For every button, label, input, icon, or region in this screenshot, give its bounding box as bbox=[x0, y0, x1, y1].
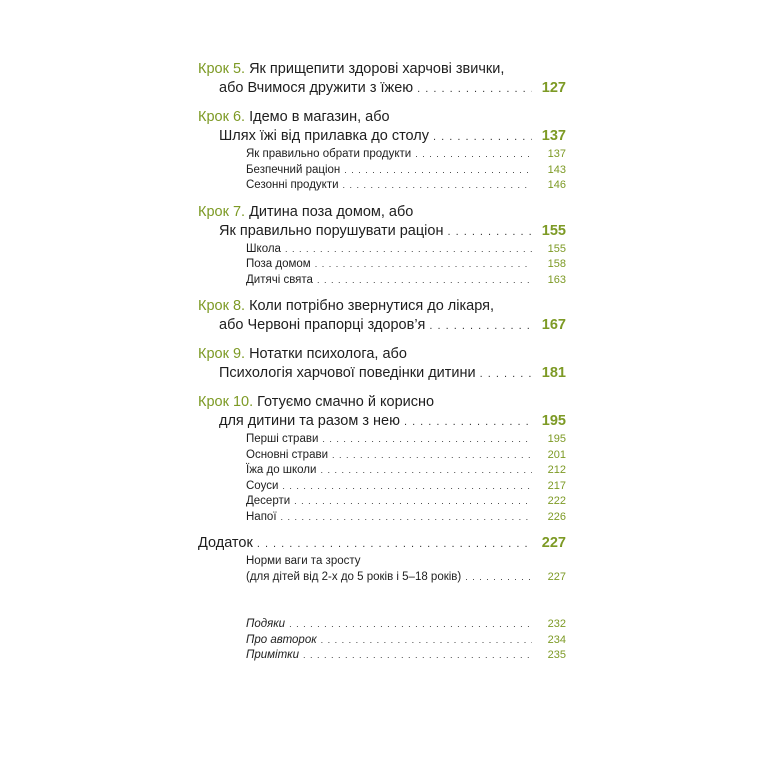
chapter-subtitle-line bbox=[198, 127, 566, 147]
dot-leader bbox=[289, 617, 532, 633]
page-number: 217 bbox=[547, 479, 566, 492]
chapter-subtitle: Як правильно порушувати раціон bbox=[219, 222, 444, 239]
step-label: Крок 5. bbox=[198, 61, 246, 77]
page-number: 201 bbox=[547, 448, 566, 461]
dot-leader bbox=[282, 479, 532, 495]
dot-leader bbox=[415, 147, 532, 163]
subentry-label: Поза домом bbox=[246, 258, 311, 270]
appendix-title-line bbox=[198, 534, 566, 554]
toc-chapter-step-9[interactable] bbox=[198, 345, 566, 384]
appendix-subentry-line-2[interactable] bbox=[198, 570, 566, 586]
chapter-title-line bbox=[198, 60, 566, 79]
page-number: 222 bbox=[547, 495, 566, 507]
chapter-subtitle: Психологія харчової поведінки дитини bbox=[219, 365, 476, 381]
step-label: Крок 6. bbox=[198, 109, 246, 125]
toc-subentry[interactable] bbox=[198, 432, 566, 448]
subentry-label: Перші страви bbox=[246, 433, 319, 445]
toc-back-matter-entry[interactable] bbox=[198, 633, 566, 649]
chapter-subtitle: або Вчимося дружити з їжею bbox=[219, 80, 414, 96]
toc-chapter-step-8[interactable] bbox=[198, 297, 566, 336]
subentry-label: Як правильно обрати продукти bbox=[246, 148, 412, 160]
dot-leader bbox=[257, 535, 532, 554]
toc-subentry[interactable] bbox=[198, 510, 566, 526]
toc-chapter-step-10[interactable] bbox=[198, 393, 566, 525]
dot-leader bbox=[433, 128, 532, 147]
page-number: 127 bbox=[541, 80, 566, 96]
back-matter-label: Примітки bbox=[246, 649, 299, 661]
step-label: Крок 10. bbox=[198, 394, 254, 410]
page-number: 155 bbox=[547, 242, 566, 255]
page-number: 195 bbox=[547, 433, 566, 445]
back-matter-label: Подяки bbox=[246, 618, 286, 630]
dot-leader bbox=[322, 432, 532, 448]
dot-leader bbox=[281, 510, 532, 526]
chapter-subtitle-line bbox=[198, 222, 566, 242]
dot-leader bbox=[294, 494, 532, 510]
back-matter-label: Про авторок bbox=[246, 633, 317, 646]
chapter-subtitle-line bbox=[198, 316, 566, 336]
step-label: Крок 9. bbox=[198, 346, 246, 362]
dot-leader bbox=[404, 413, 532, 432]
dot-leader bbox=[303, 648, 532, 664]
dot-leader bbox=[321, 633, 532, 649]
dot-leader bbox=[480, 365, 532, 384]
toc-back-matter-entry[interactable] bbox=[198, 648, 566, 664]
toc-chapter-step-6[interactable] bbox=[198, 108, 566, 194]
chapter-title-line bbox=[198, 345, 566, 364]
subentry-label: Соуси bbox=[246, 479, 279, 492]
chapter-subtitle: Шлях їжі від прилавка до столу bbox=[219, 128, 430, 144]
toc-chapter-step-5[interactable] bbox=[198, 60, 566, 99]
dot-leader bbox=[447, 223, 532, 242]
chapter-subtitle: для дитини та разом з нею bbox=[219, 413, 400, 429]
toc-subentry[interactable] bbox=[198, 178, 566, 194]
chapter-title: Готуємо смачно й корисно bbox=[257, 394, 435, 410]
page-number: 181 bbox=[541, 365, 566, 381]
chapter-subtitle-line bbox=[198, 412, 566, 432]
page-number: 167 bbox=[541, 317, 566, 333]
dot-leader bbox=[285, 242, 532, 258]
dot-leader bbox=[429, 317, 532, 336]
dot-leader bbox=[344, 163, 532, 179]
chapter-title: Коли потрібно звернутися до лікаря, bbox=[249, 298, 494, 314]
appendix-title: Додаток bbox=[198, 535, 253, 551]
subentry-label: Десерти bbox=[246, 495, 291, 507]
chapter-title-line bbox=[198, 393, 566, 412]
subentry-label: Їжа до школи bbox=[246, 464, 317, 476]
subentry-label: Дитячі свята bbox=[246, 273, 313, 286]
toc-back-matter bbox=[198, 617, 566, 664]
page-number: 143 bbox=[547, 163, 566, 176]
subentry-label: Основні страви bbox=[246, 448, 328, 461]
subentry-label: Норми ваги та зросту bbox=[246, 555, 361, 567]
chapter-title: Нотатки психолога, або bbox=[249, 346, 407, 362]
dot-leader bbox=[320, 463, 532, 479]
toc-subentry[interactable] bbox=[198, 257, 566, 273]
chapter-title: Дитина поза домом, або bbox=[249, 203, 414, 220]
chapter-subtitle-line bbox=[198, 364, 566, 384]
toc-subentry[interactable] bbox=[198, 448, 566, 464]
step-label: Крок 8. bbox=[198, 298, 246, 314]
page-number: 163 bbox=[547, 273, 566, 286]
toc-chapter-step-7[interactable] bbox=[198, 203, 566, 289]
dot-leader bbox=[465, 570, 532, 586]
subentry-label: Напої bbox=[246, 510, 277, 523]
chapter-title-line bbox=[198, 203, 566, 222]
toc-subentry[interactable] bbox=[198, 147, 566, 163]
toc-subentry[interactable] bbox=[198, 463, 566, 479]
toc-back-matter-entry[interactable] bbox=[198, 617, 566, 633]
chapter-subtitle: або Червоні прапорці здоров’я bbox=[219, 317, 426, 333]
page-number: 212 bbox=[547, 464, 566, 476]
page-number: 227 bbox=[547, 570, 566, 583]
chapter-title: Ідемо в магазин, або bbox=[249, 109, 390, 125]
toc-subentry[interactable] bbox=[198, 163, 566, 179]
page-number: 137 bbox=[547, 148, 566, 160]
dot-leader bbox=[317, 273, 532, 289]
chapter-title-line bbox=[198, 108, 566, 127]
dot-leader bbox=[343, 178, 532, 194]
dot-leader bbox=[417, 80, 532, 99]
dot-leader bbox=[315, 257, 532, 273]
toc-subentry[interactable] bbox=[198, 242, 566, 258]
subentry-label: Сезонні продукти bbox=[246, 179, 339, 191]
page-number: 195 bbox=[541, 413, 566, 429]
page-number: 146 bbox=[547, 179, 566, 191]
step-label: Крок 7. bbox=[198, 203, 246, 220]
dot-leader bbox=[332, 448, 532, 464]
page-number: 137 bbox=[541, 128, 566, 144]
page-number: 234 bbox=[547, 633, 566, 646]
toc-subentry[interactable] bbox=[198, 479, 566, 495]
toc-appendix[interactable] bbox=[198, 534, 566, 585]
toc-subentry[interactable] bbox=[198, 273, 566, 289]
page-number: 232 bbox=[547, 618, 566, 630]
subentry-label: Безпечний раціон bbox=[246, 163, 341, 176]
section-spacer bbox=[198, 594, 566, 617]
toc-subentry[interactable] bbox=[198, 494, 566, 510]
page-number: 235 bbox=[547, 649, 566, 661]
appendix-subentry-line-1[interactable] bbox=[198, 554, 566, 570]
chapter-title-line bbox=[198, 297, 566, 316]
page-number: 226 bbox=[547, 510, 566, 523]
subentry-label-continued: (для дітей від 2-х до 5 років і 5–18 років) bbox=[246, 570, 462, 583]
page-number: 227 bbox=[541, 535, 566, 551]
chapter-subtitle-line bbox=[198, 79, 566, 99]
table-of-contents bbox=[198, 60, 566, 664]
page-number: 158 bbox=[547, 258, 566, 270]
subentry-label: Школа bbox=[246, 242, 281, 255]
page-number: 155 bbox=[541, 222, 566, 239]
chapter-title: Як прищепити здорові харчові звички, bbox=[249, 61, 505, 77]
